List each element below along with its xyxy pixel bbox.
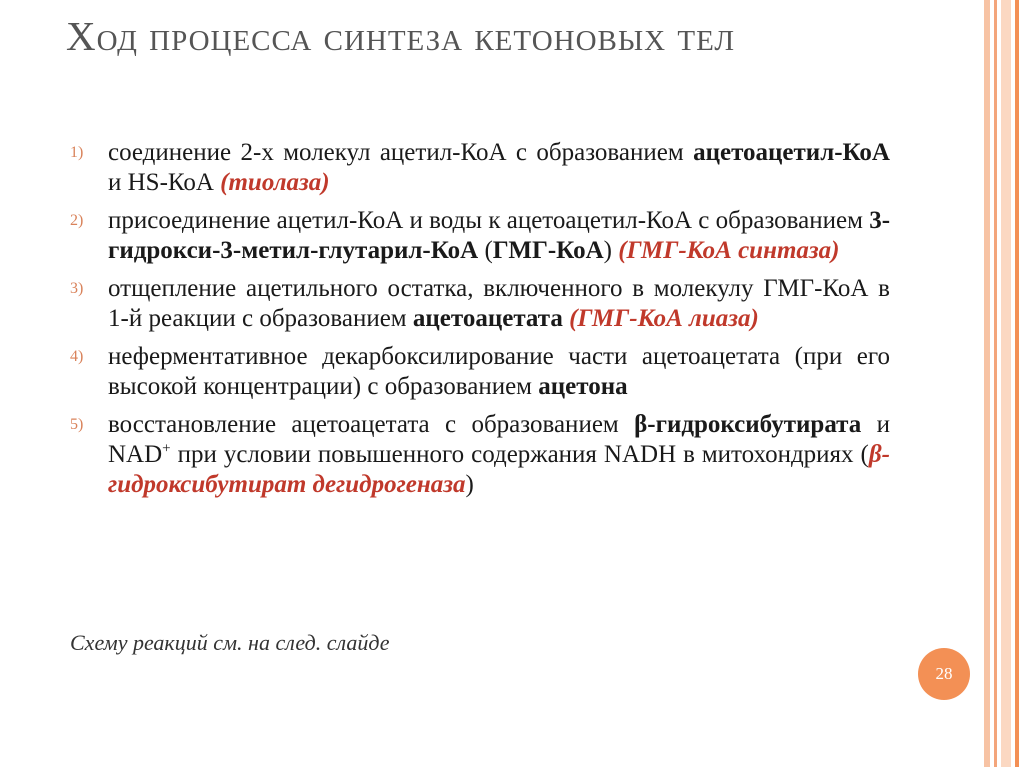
bold-term: ацетоацетил-КоА <box>693 139 890 166</box>
page-number-badge: 28 <box>918 648 970 700</box>
item-text <box>108 410 890 500</box>
steps-list <box>70 138 890 508</box>
footnote: Схему реакций см. на след. слайде <box>70 630 390 655</box>
item-text <box>108 274 890 334</box>
slide-title: Ход процесса синтеза кетоновых тел <box>66 13 736 59</box>
enzyme-name: (ГМГ-КоА синтаза) <box>618 237 840 264</box>
list-item-1 <box>70 138 890 198</box>
item-number: 3) <box>70 280 84 297</box>
bold-term: 3-гидрокси-3-метил-глутарил-КоА <box>108 207 891 264</box>
list-item-4 <box>70 342 890 402</box>
text-run: соединение 2-х молекул ацетил-КоА с образованием <box>108 139 694 166</box>
item-text <box>108 138 890 198</box>
bold-term: ацетоацетата <box>412 305 563 332</box>
item-number: 2) <box>70 212 84 229</box>
item-number: 1) <box>70 144 84 161</box>
enzyme-name: (тиолаза) <box>220 169 330 196</box>
item-number: 4) <box>70 348 84 365</box>
text-run: при условии повышенного содержания NADH в митохондриях <box>170 441 861 468</box>
decorative-right-border <box>980 0 1024 767</box>
text-run: ( <box>478 237 493 264</box>
list-item-2 <box>70 206 890 266</box>
text-run: отщепление ацетильного остатка, включенного в молекулу ГМГ-КоА в 1-й реакции с образованием <box>108 275 890 332</box>
list-item-3 <box>70 274 890 334</box>
enzyme-name: β-гидроксибутират дегидрогеназа <box>108 441 890 498</box>
superscript: + <box>162 440 171 457</box>
bold-term: ацетона <box>538 373 628 400</box>
text-run: восстановление ацетоацетата с образованием <box>108 411 635 438</box>
item-number: 5) <box>70 416 84 433</box>
paren-close: ) <box>465 471 474 498</box>
item-text <box>108 206 890 266</box>
bold-term: ГМГ-КоА <box>492 237 604 264</box>
list-item-5 <box>70 410 890 500</box>
text-run: и NAD <box>108 411 890 468</box>
paren-open: ( <box>860 441 869 468</box>
text-run: неферментативное декарбоксилирование части ацетоацетата (при его высокой концентрации) с образованием <box>108 343 890 400</box>
text-run: и HS-КоА <box>108 169 221 196</box>
item-text <box>108 342 890 402</box>
text-run: ) <box>603 237 619 264</box>
bold-term: β-гидроксибутирата <box>634 411 862 438</box>
text-run: присоединение ацетил-КоА и воды к ацетоацетил-КоА с образованием <box>108 207 870 234</box>
enzyme-name: (ГМГ-КоА лиаза) <box>569 305 759 332</box>
